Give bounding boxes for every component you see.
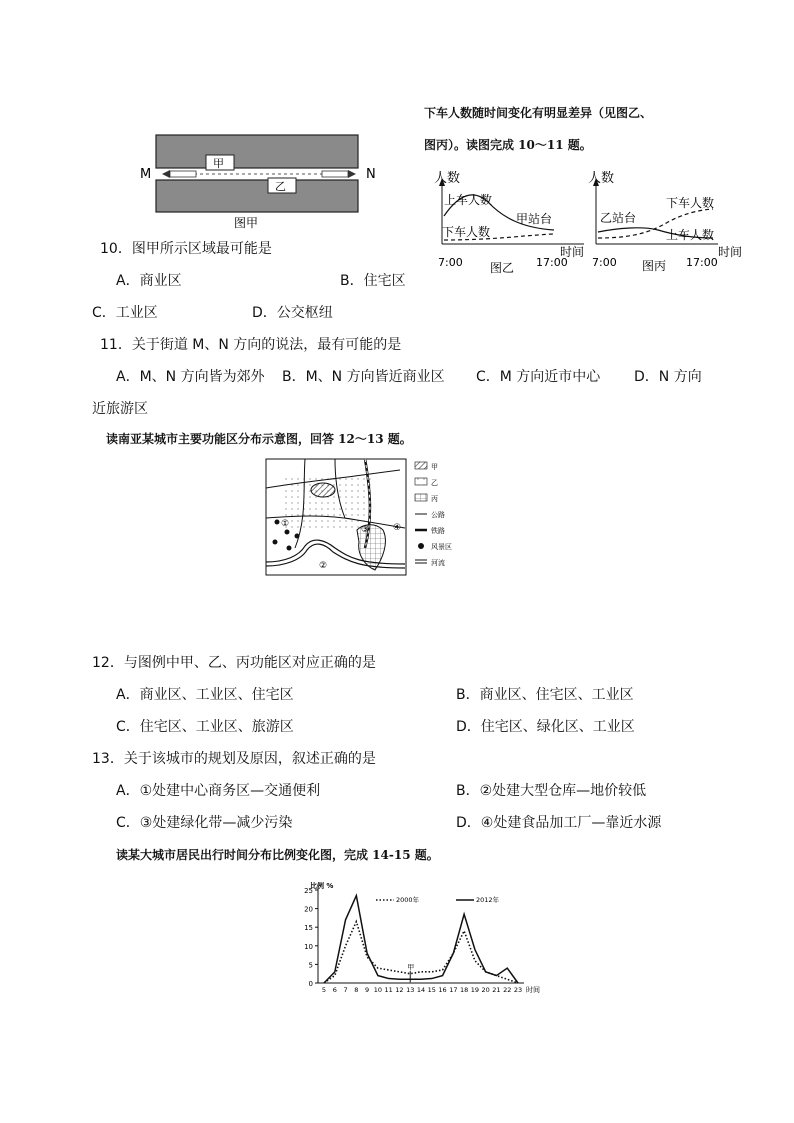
caption-jia: 图甲: [234, 216, 259, 230]
marker-3: ③: [361, 525, 370, 535]
bing-alight-label: 下车人数: [666, 196, 715, 210]
x-tick-label: 20: [481, 986, 490, 994]
legend-scenic: 风景区: [431, 543, 452, 551]
intro-10-11-line2: 图丙）。读图完成 10～11 题。: [424, 138, 592, 152]
series-line-2012年: [324, 896, 518, 983]
y-axis-label: 比例 %: [310, 882, 334, 890]
x-tick-label: 22: [503, 986, 512, 994]
x-tick-label: 12: [395, 986, 404, 994]
trip-time-chart: [296, 880, 552, 1000]
legend-label-2012年: 2012年: [476, 896, 500, 904]
marker-1: ①: [281, 519, 290, 529]
q10-stem: 10．图甲所示区域最可能是: [100, 241, 272, 257]
q12-option-b[interactable]: B．商业区、住宅区、工业区: [456, 687, 634, 703]
legend-road: 公路: [431, 511, 445, 519]
x-tick-label: 9: [365, 986, 370, 994]
legend-bing: 丙: [431, 495, 438, 503]
yi-alight-label: 下车人数: [442, 225, 491, 239]
bing-board-label: 上车人数: [666, 228, 715, 242]
bing-t-end: 17:00: [686, 256, 718, 269]
q11-option-a[interactable]: A．M、N 方向皆为郊外: [116, 369, 265, 385]
legend-yi: 乙: [431, 479, 438, 487]
marker-2: ②: [319, 561, 328, 571]
yi-station: 甲站台: [516, 212, 553, 226]
y-tick-label: 20: [304, 905, 313, 914]
figure-jia: [140, 132, 380, 232]
bing-station: 乙站台: [600, 211, 637, 225]
x-tick-label: 7: [343, 986, 348, 994]
y-tick-label: 15: [304, 924, 313, 933]
legend-label-2000年: 2000年: [396, 896, 420, 904]
q11-option-c[interactable]: C．M 方向近市中心: [476, 369, 601, 385]
q11-stem: 11．关于街道 M、N 方向的说法，最有可能的是: [100, 337, 402, 353]
q12-stem: 12．与图例中甲、乙、丙功能区对应正确的是: [92, 655, 376, 671]
y-tick-label: 25: [304, 887, 313, 895]
bing-ylabel: 人数: [588, 171, 615, 186]
annotation-label: 甲: [407, 963, 415, 972]
x-tick-label: 11: [384, 986, 393, 994]
legend-river: 河流: [431, 559, 445, 567]
x-tick-label: 19: [470, 986, 480, 994]
q13-option-a[interactable]: A．①处建中心商务区—交通便利: [116, 783, 321, 799]
y-tick-label: 0: [308, 980, 313, 988]
intro-12-13: 读南亚某城市主要功能区分布示意图，回答 12～13 题。: [106, 432, 412, 446]
yi-xlabel: 时间: [560, 245, 584, 259]
x-tick-label: 21: [492, 986, 501, 994]
q13-option-b[interactable]: B．②处建大型仓库—地价较低: [456, 783, 647, 799]
bing-t-start: 7:00: [592, 256, 617, 269]
x-tick-label: 16: [438, 986, 447, 994]
legend-railway: 铁路: [431, 527, 445, 535]
q12-option-d[interactable]: D．住宅区、绿化区、工业区: [456, 719, 635, 735]
x-tick-label: 10: [373, 986, 383, 994]
yi-caption: 图乙: [490, 261, 515, 275]
x-tick-label: 17: [449, 986, 458, 994]
x-tick-label: 14: [416, 986, 426, 994]
q13-option-d[interactable]: D．④处建食品加工厂—靠近水源: [456, 815, 662, 831]
q10-option-b[interactable]: B．住宅区: [340, 273, 406, 289]
bing-caption: 图丙: [642, 259, 667, 273]
intro-10-11-line1: 下车人数随时间变化有明显差异（见图乙、: [424, 106, 653, 120]
x-tick-label: 5: [321, 986, 327, 994]
series-line-2000年: [324, 922, 518, 983]
yi-ylabel: 人数: [434, 171, 461, 186]
bing-xlabel: 时间: [718, 245, 743, 259]
x-tick-label: 23: [513, 986, 523, 994]
label-m: M: [140, 167, 152, 182]
q11-option-d-cont: 近旅游区: [92, 401, 148, 417]
q13-stem: 13．关于该城市的规划及原因，叙述正确的是: [92, 751, 376, 767]
figure-bing: [588, 164, 748, 276]
x-tick-label: 13: [406, 986, 415, 994]
label-jia: 甲: [213, 157, 224, 170]
yi-board-label: 上车人数: [444, 193, 493, 207]
x-tick-label: 6: [332, 986, 337, 994]
x-tick-label: 8: [354, 986, 359, 994]
x-axis-label: 时间: [526, 986, 540, 994]
legend-jia: 甲: [431, 463, 438, 471]
marker-4: ④: [393, 523, 402, 533]
yi-t-end: 17:00: [536, 256, 568, 269]
x-tick-label: 18: [459, 986, 469, 994]
y-tick-label: 10: [304, 942, 313, 951]
q10-option-c[interactable]: C．工业区: [92, 305, 158, 321]
yi-t-start: 7:00: [438, 256, 463, 269]
q10-option-a[interactable]: A．商业区: [116, 273, 182, 289]
q12-option-a[interactable]: A．商业区、工业区、住宅区: [116, 687, 294, 703]
x-tick-label: 15: [427, 986, 436, 994]
label-n: N: [366, 167, 376, 182]
city-map: [265, 458, 475, 578]
q11-option-b[interactable]: B．M、N 方向皆近商业区: [282, 369, 445, 385]
figure-yi: [424, 164, 584, 276]
q12-option-c[interactable]: C．住宅区、工业区、旅游区: [116, 719, 294, 735]
q13-option-c[interactable]: C．③处建绿化带—减少污染: [116, 815, 293, 831]
q11-option-d[interactable]: D．N 方向: [634, 369, 702, 385]
label-yi: 乙: [275, 180, 286, 193]
intro-14-15: 读某大城市居民出行时间分布比例变化图，完成 14-15 题。: [116, 848, 439, 862]
q10-option-d[interactable]: D．公交枢纽: [252, 305, 333, 321]
y-tick-label: 5: [308, 961, 313, 970]
